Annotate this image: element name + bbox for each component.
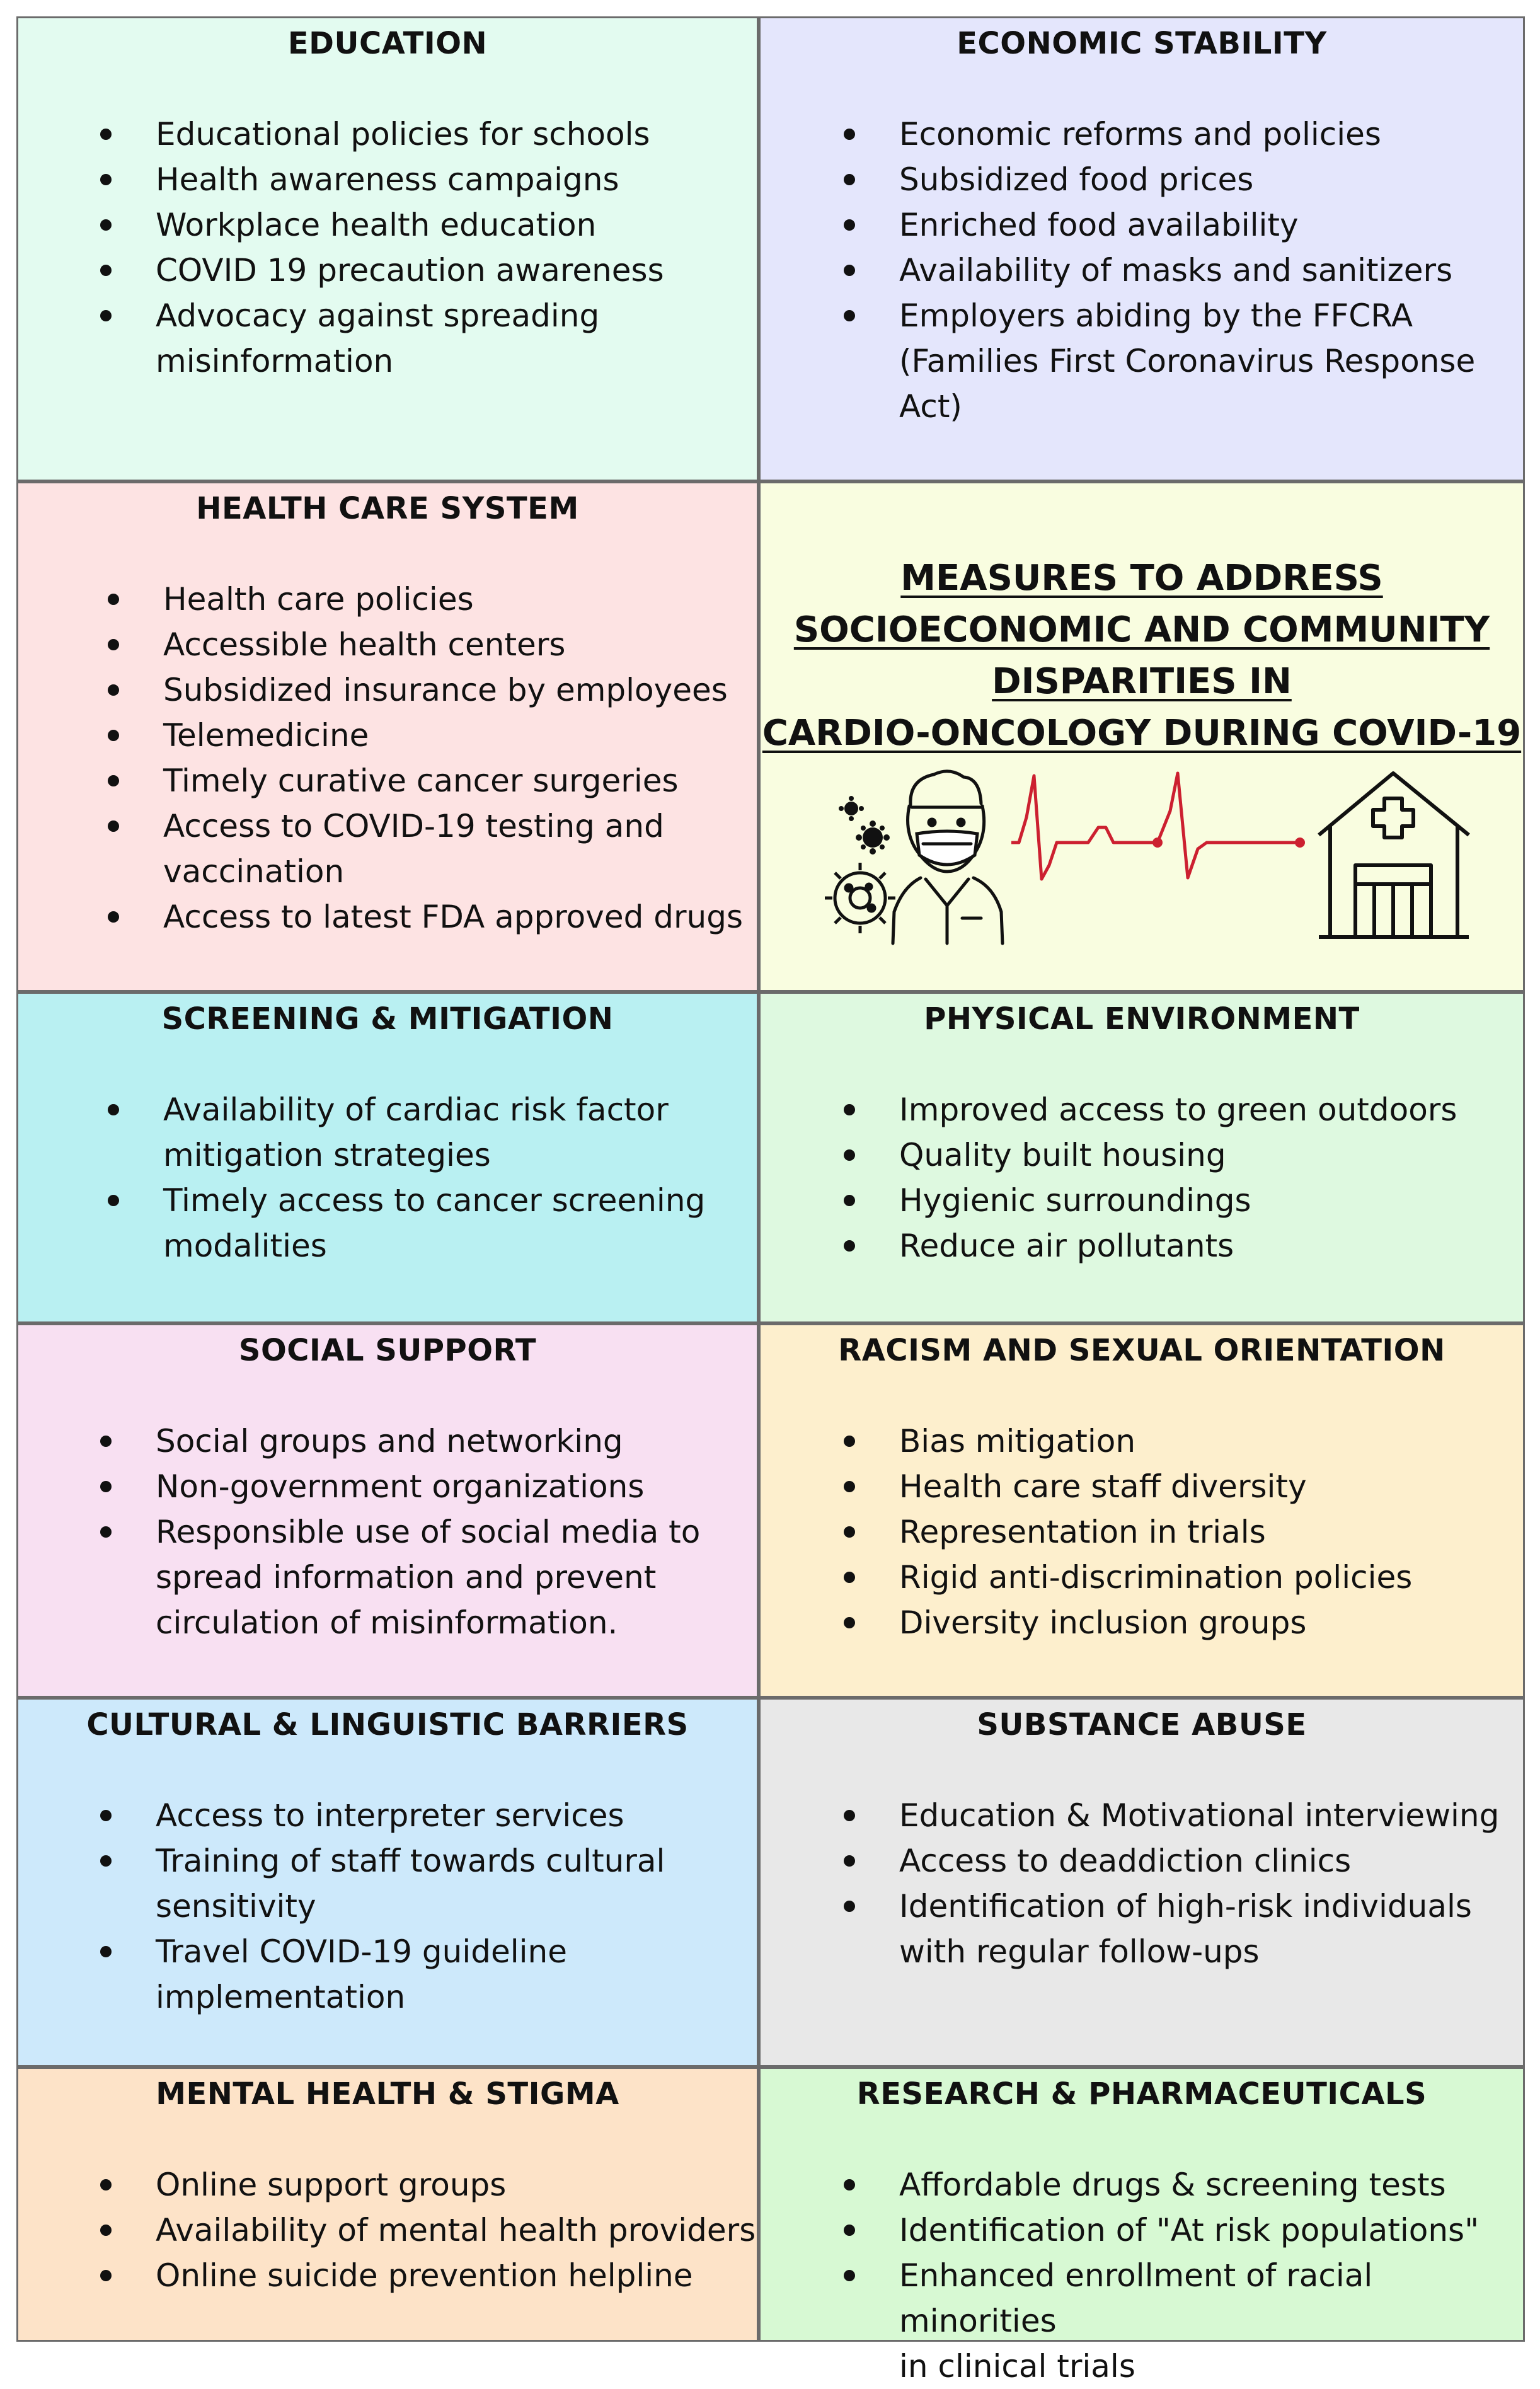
bullet-item <box>899 248 1523 293</box>
bullet-line: Identification of high-risk individuals <box>899 1888 1472 1925</box>
bullet-line: Enhanced enrollment of racial minorities <box>899 2257 1373 2339</box>
section-heading: ECONOMIC STABILITY <box>957 26 1327 61</box>
item-list <box>899 1419 1523 1645</box>
bullet-line: sensitivity <box>156 1888 316 1925</box>
section-substance-abuse <box>759 1698 1525 2067</box>
bullet-line: Subsidized food prices <box>899 161 1254 198</box>
bullet-item <box>163 667 757 713</box>
item-list <box>899 112 1523 429</box>
bullet-item <box>899 1509 1523 1555</box>
bullet-item <box>899 1087 1523 1132</box>
bullet-line: Enriched food availability <box>899 207 1299 243</box>
bullet-line: Subsidized insurance by employees <box>163 672 728 708</box>
bullet-line: Workplace health education <box>156 207 597 243</box>
item-list <box>156 112 757 384</box>
bullet-line: Education & Motivational interviewing <box>899 1797 1500 1834</box>
section-mental-health-stigma <box>16 2067 759 2342</box>
section-heading: MENTAL HEALTH & STIGMA <box>156 2076 619 2112</box>
masked-patient-icon <box>893 771 1003 943</box>
item-list <box>899 1087 1523 1269</box>
item-list <box>899 1793 1523 1974</box>
section-heading: SOCIAL SUPPORT <box>238 1333 537 1368</box>
bullet-item <box>899 112 1523 157</box>
bullet-item <box>156 1464 757 1509</box>
bullet-line: Access to deaddiction clinics <box>899 1843 1352 1879</box>
bullet-item <box>899 1132 1523 1178</box>
bullet-line: Non-government organizations <box>156 1468 645 1505</box>
bullet-item <box>899 293 1523 429</box>
section-heading: PHYSICAL ENVIRONMENT <box>924 1001 1360 1037</box>
bullet-line: in clinical trials <box>899 2348 1135 2385</box>
bullet-item <box>156 1419 757 1464</box>
bullet-line: misinformation <box>156 343 394 379</box>
bullet-line: Access to latest FDA approved drugs <box>163 899 743 935</box>
section-social-support <box>16 1323 759 1698</box>
bullet-item <box>899 2162 1523 2208</box>
section-racism-sexual-orientation <box>759 1323 1525 1698</box>
bullet-line: Training of staff towards cultural <box>156 1843 665 1879</box>
bullet-line: COVID 19 precaution awareness <box>156 252 664 289</box>
bullet-line: Bias mitigation <box>899 1423 1136 1459</box>
bullet-item <box>156 1509 757 1645</box>
bullet-line: Improved access to green outdoors <box>899 1091 1457 1128</box>
bullet-line: Availability of masks and sanitizers <box>899 252 1453 289</box>
bullet-line: implementation <box>156 1979 406 2015</box>
bullet-line: Act) <box>899 388 962 425</box>
bullet-item <box>899 1838 1523 1884</box>
bullet-item <box>899 1600 1523 1645</box>
bullet-line: Accessible health centers <box>163 626 566 663</box>
bullet-item <box>156 202 757 248</box>
item-list <box>156 1419 757 1645</box>
bullet-item <box>899 1464 1523 1509</box>
bullet-item <box>156 1793 757 1838</box>
section-heading: SUBSTANCE ABUSE <box>977 1707 1307 1742</box>
bullet-item <box>163 622 757 667</box>
section-cultural-linguistic-barriers <box>16 1698 759 2067</box>
bullet-line: Timely access to cancer screening <box>163 1182 706 1219</box>
bullet-line: Identification of "At risk populations" <box>899 2212 1480 2248</box>
bullet-item <box>163 758 757 803</box>
bullet-line: Educational policies for schools <box>156 116 650 153</box>
ecg-dot <box>1295 838 1305 848</box>
section-screening-mitigation <box>16 992 759 1323</box>
bullet-item <box>156 1838 757 1929</box>
bullet-line: Rigid anti-discrimination policies <box>899 1559 1413 1596</box>
bullet-line: spread information and prevent <box>156 1559 657 1596</box>
section-heading: CULTURAL & LINGUISTIC BARRIERS <box>86 1707 689 1742</box>
bullet-item <box>156 112 757 157</box>
bullet-line: Employers abiding by the FFCRA <box>899 297 1413 334</box>
bullet-line: circulation of misinformation. <box>156 1604 618 1641</box>
title-line: DISPARITIES IN <box>992 661 1292 702</box>
section-physical-environment <box>759 992 1525 1323</box>
bullet-item <box>156 2162 757 2208</box>
ecg-dot <box>1152 838 1163 848</box>
bullet-line: with regular follow-ups <box>899 1933 1260 1970</box>
item-list <box>156 2162 757 2298</box>
section-heading: HEALTH CARE SYSTEM <box>196 491 579 526</box>
diagram-title <box>761 553 1523 759</box>
bullet-line: Online suicide prevention helpline <box>156 2257 693 2294</box>
bullet-item <box>163 1087 757 1178</box>
bullet-line: Health care policies <box>163 581 474 618</box>
bullet-line: Availability of cardiac risk factor <box>163 1091 669 1128</box>
bullet-item <box>899 1419 1523 1464</box>
bullet-item <box>163 1178 757 1269</box>
virus-icon <box>825 863 895 933</box>
bullet-item <box>156 1929 757 2020</box>
bullet-line: Hygienic surroundings <box>899 1182 1251 1219</box>
section-health-care-system <box>16 481 759 992</box>
bullet-item <box>156 157 757 202</box>
bullet-line: Diversity inclusion groups <box>899 1604 1307 1641</box>
bullet-item <box>156 248 757 293</box>
bullet-line: Advocacy against spreading <box>156 297 600 334</box>
bullet-line: Access to interpreter services <box>156 1797 624 1834</box>
bullet-item <box>899 2208 1523 2253</box>
bullet-line: Reduce air pollutants <box>899 1228 1234 1264</box>
measures-grid <box>16 16 1525 2385</box>
bullet-item <box>163 577 757 622</box>
section-economic-stability <box>759 16 1525 481</box>
bullet-item <box>156 2208 757 2253</box>
bullet-item <box>899 1555 1523 1600</box>
title-line: CARDIO-ONCOLOGY DURING COVID-19 <box>762 713 1522 754</box>
bullet-line: Responsible use of social media to <box>156 1514 701 1550</box>
ecg-line <box>1011 773 1258 879</box>
bullet-item <box>156 2253 757 2298</box>
bullet-line: Online support groups <box>156 2167 507 2203</box>
bullet-line: Travel COVID-19 guideline <box>156 1933 567 1970</box>
bullet-line: Economic reforms and policies <box>899 116 1381 153</box>
section-heading: SCREENING & MITIGATION <box>161 1001 614 1037</box>
title-line: MEASURES TO ADDRESS <box>900 558 1383 599</box>
bullet-item <box>163 713 757 758</box>
item-list <box>163 577 757 940</box>
bullet-line: Timely curative cancer surgeries <box>163 763 679 799</box>
bullet-item <box>899 1884 1523 1974</box>
covid-cardio-illustration <box>761 754 1523 943</box>
bullet-line: vaccination <box>163 853 345 890</box>
bullet-line: Access to COVID-19 testing and <box>163 808 664 844</box>
bullet-item <box>899 1178 1523 1223</box>
hospital-icon <box>1319 773 1469 937</box>
bullet-item <box>899 202 1523 248</box>
bullet-item <box>156 293 757 384</box>
virus-icon <box>839 796 890 855</box>
section-research-pharmaceuticals <box>759 2067 1525 2385</box>
bullet-line: Quality built housing <box>899 1137 1226 1173</box>
bullet-item <box>899 1793 1523 1838</box>
bullet-line: modalities <box>163 1228 327 1264</box>
bullet-item <box>163 894 757 940</box>
item-list <box>899 2162 1523 2389</box>
bullet-item <box>899 157 1523 202</box>
bullet-line: Telemedicine <box>163 717 369 754</box>
bullet-line: Social groups and networking <box>156 1423 623 1459</box>
section-heading: RESEARCH & PHARMACEUTICALS <box>856 2076 1427 2112</box>
bullet-line: (Families First Coronavirus Response <box>899 343 1476 379</box>
section-education <box>16 16 759 481</box>
title-line: SOCIOECONOMIC AND COMMUNITY <box>793 609 1490 650</box>
center-title-panel <box>759 481 1525 992</box>
bullet-line: Affordable drugs & screening tests <box>899 2167 1446 2203</box>
item-list <box>156 1793 757 2020</box>
bullet-item <box>899 1223 1523 1269</box>
bullet-line: Representation in trials <box>899 1514 1266 1550</box>
bullet-item <box>899 2253 1523 2389</box>
section-heading: EDUCATION <box>287 26 488 61</box>
bullet-line: Availability of mental health providers <box>156 2212 756 2248</box>
bullet-item <box>163 803 757 894</box>
item-list <box>163 1087 757 1269</box>
bullet-line: Health care staff diversity <box>899 1468 1307 1505</box>
bullet-line: Health awareness campaigns <box>156 161 619 198</box>
section-heading: RACISM AND SEXUAL ORIENTATION <box>838 1333 1445 1368</box>
bullet-line: mitigation strategies <box>163 1137 491 1173</box>
